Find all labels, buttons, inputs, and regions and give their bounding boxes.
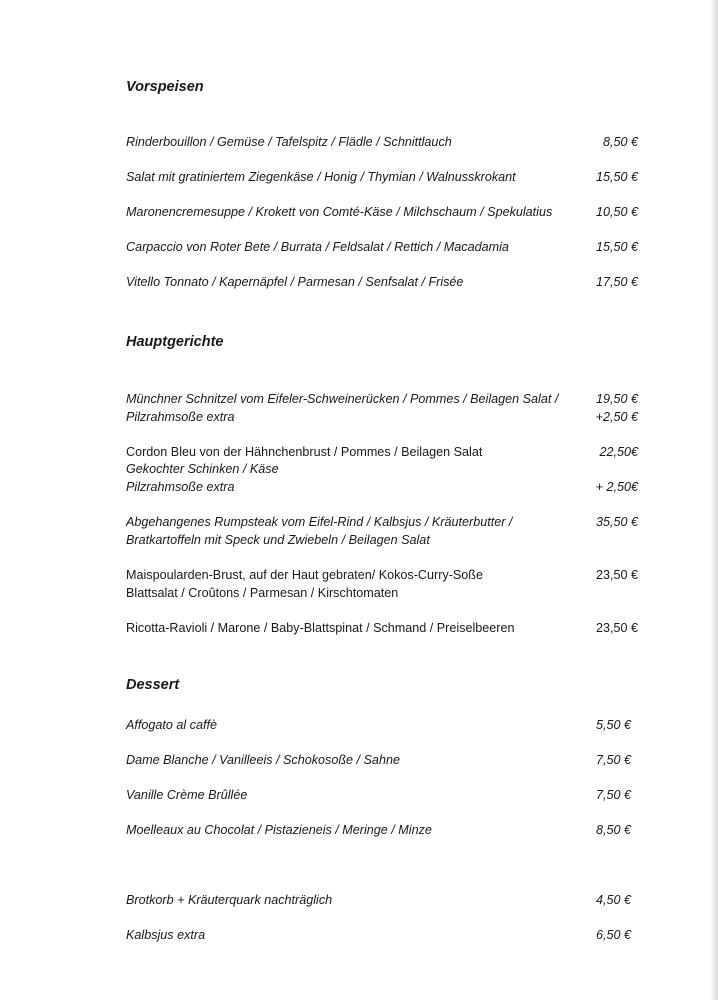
menu-item-name: Maronencremesuppe / Krokett von Comté-Käse / Milchschaum / Spekulatius bbox=[126, 205, 553, 219]
menu-item-price: 8,50 € bbox=[602, 135, 638, 149]
menu-item-name: Affogato al caffè bbox=[126, 718, 218, 732]
menu-item-price: 23,50 € bbox=[595, 621, 638, 635]
menu-item-price: 15,50 € bbox=[595, 170, 638, 184]
menu-item-line: Blattsalat / Croûtons / Parmesan / Kirschtomaten bbox=[126, 586, 399, 600]
menu-item-name: Vanille Crème Brûllée bbox=[126, 788, 248, 802]
menu-item-name: Salat mit gratiniertem Ziegenkäse / Honig / Thymian / Walnusskrokant bbox=[126, 170, 516, 184]
menu-item-price: 10,50 € bbox=[595, 205, 638, 219]
menu-item-price: 15,50 € bbox=[595, 240, 638, 254]
menu-item-price: 4,50 € bbox=[595, 893, 631, 907]
menu-item-name: Dame Blanche / Vanilleeis / Schokosoße / Sahne bbox=[126, 753, 400, 767]
menu-item-price: 17,50 € bbox=[595, 275, 638, 289]
menu-item-line: Münchner Schnitzel vom Eifeler-Schweinerücken / Pommes / Beilagen Salat / bbox=[126, 392, 559, 406]
menu-item-price: 7,50 € bbox=[595, 753, 631, 767]
menu-item-price: 23,50 € bbox=[595, 568, 638, 582]
menu-item-name: Brotkorb + Kräuterquark nachträglich bbox=[126, 893, 333, 907]
menu-item-line: Maispoularden-Brust, auf der Haut gebraten/ Kokos-Curry-Soße bbox=[126, 568, 483, 582]
menu-item-price: 22,50€ bbox=[599, 445, 638, 459]
menu-item-name: Kalbsjus extra bbox=[126, 928, 206, 942]
menu-item-line: Gekochter Schinken / Käse bbox=[126, 462, 279, 476]
menu-item-line: Pilzrahmsoße extra bbox=[126, 480, 235, 494]
menu-item-price: 5,50 € bbox=[595, 718, 631, 732]
menu-item-price: 19,50 € bbox=[595, 392, 638, 406]
menu-item-line: Pilzrahmsoße extra bbox=[126, 410, 235, 424]
menu-item-line: Abgehangenes Rumpsteak vom Eifel-Rind / Kalbsjus / Kräuterbutter / bbox=[126, 515, 513, 529]
menu-item-line: Bratkartoffeln mit Speck und Zwiebeln / Beilagen Salat bbox=[126, 533, 430, 547]
section-title-vorspeisen: Vorspeisen bbox=[126, 79, 204, 95]
menu-item-line: Cordon Bleu von der Hähnchenbrust / Pommes / Beilagen Salat bbox=[126, 445, 483, 459]
menu-item-price: 8,50 € bbox=[595, 823, 631, 837]
section-title-dessert: Dessert bbox=[126, 677, 180, 693]
section-title-hauptgerichte: Hauptgerichte bbox=[126, 334, 224, 350]
menu-item-extra-price: + 2,50€ bbox=[595, 480, 638, 494]
menu-item-name: Vitello Tonnato / Kapernäpfel / Parmesan / Senfsalat / Frisée bbox=[126, 275, 464, 289]
menu-item-price: 6,50 € bbox=[595, 928, 631, 942]
menu-item-name: Moelleaux au Chocolat / Pistazieneis / Meringe / Minze bbox=[126, 823, 432, 837]
page-edge-shadow bbox=[710, 0, 718, 1000]
menu-item-price: 7,50 € bbox=[595, 788, 631, 802]
menu-item-name: Carpaccio von Roter Bete / Burrata / Feldsalat / Rettich / Macadamia bbox=[126, 240, 509, 254]
menu-item-name: Rinderbouillon / Gemüse / Tafelspitz / Flädle / Schnittlauch bbox=[126, 135, 452, 149]
menu-item-price: 35,50 € bbox=[595, 515, 638, 529]
menu-item-extra-price: +2,50 € bbox=[595, 410, 638, 424]
menu-item-line: Ricotta-Ravioli / Marone / Baby-Blattspinat / Schmand / Preiselbeeren bbox=[126, 621, 515, 635]
